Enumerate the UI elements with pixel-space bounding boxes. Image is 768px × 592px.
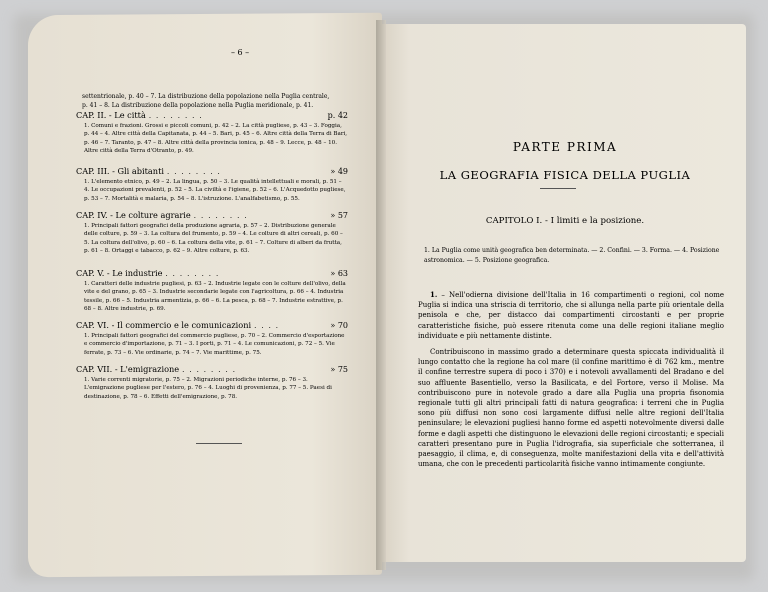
toc-chapter-title: CAP. II. - Le città: [76, 110, 146, 120]
toc-chapter-contents: 1. Principali fattori geografici della produzione agraria, p. 57 – 2. Distribuzione generale delle colture, p. 59 – 3. La coltura del frumento, p. 59 – 4. Le colture di altri cereali, p. 60 – 5. La coltura dell'olivo, p. 60 – 6. La coltura della vite, p. 61 – 7. Colture di alberi da frutta, p. 61 – 8. Ortaggi e tabacco, p. 62 – 9. Altre colture, p. 63.: [84, 223, 343, 254]
chapter-body: [418, 290, 724, 475]
toc-chapter-7: CAP. VII. - L'emigrazione ........ » 75 1. Varie correnti migratorie, p. 75 – 2. Migrazioni periodiche interne, p. 76 – 3. L'emigrazione pugliese per l'estero, p. 76 – 4. Luoghi di provenienza, p. 77 – 5. Paesi di destinazione, p. 78 – 6. Effetti dell'emigrazione, p. 78.: [76, 364, 348, 400]
left-page-number: – 6 –: [231, 48, 250, 57]
toc-end-rule: [196, 443, 242, 444]
toc-chapter-2: CAP. II. - Le città ........ p. 42 1. Comuni e frazioni. Grossi e piccoli comuni, p. 42 – 2. La città pugliese, p. 43 – 3. Foggia, p. 44 – 4. Altre città della Capitanata, p. 44 – 5. Bari, p. 45 – 6. Altre città della Terra di Bari, p. 46 – 7. Taranto, p. 47 – 8. Altre città della provincia ionica, p. 48 – 9. Lecce, p. 48 – 10. Altre città della Terra d'Otranto, p. 49.: [76, 110, 348, 154]
toc-chapter-title: CAP. VI. - Il commercio e le comunicazioni: [76, 320, 252, 330]
paragraph-1-text: – Nell'odierna divisione dell'Italia in 16 compartimenti o regioni, col nome Puglia si indica una striscia di territorio, che si allunga nella parte più orientale della penisola e che, per distacco dai compartimenti circostanti e per proprie caratteristiche fisiche, può essere ritenuta come una delle regioni italiane meglio individuate e più nettamente distinte.: [418, 291, 724, 340]
toc-chapter-contents: 1. Caratteri delle industrie pugliesi, p. 63 – 2. Industrie legate con le colture dell'olivo, della vite e del grano, p. 65 – 3. Industrie secondarie legate con l'agricoltura, p. 66 – 4. Industria tessile, p. 66 – 5. Industria armentizia, p. 66 – 6. La pesca, p. 68 – 7. Industrie estrattive, p. 68 – 8. Altre industrie, p. 69.: [84, 281, 346, 312]
toc-chapter-contents: 1. L'elemento etnico, p. 49 – 2. La lingua, p. 50 – 3. Le qualità intellettuali e morali, p. 51 – 4. Le occupazioni prevalenti, p. 52 – 5. La civiltà e l'igiene, p. 52 – 6. L'Acquedotto pugliese, p. 53 – 7. Mortalità e malaria, p. 54 – 8. L'istruzione. L'analfabetismo, p. 55.: [84, 179, 346, 202]
toc-chapter-title: CAP. VII. - L'emigrazione: [76, 364, 180, 374]
toc-chapter-3: CAP. III. - Gli abitanti ........ » 49 1. L'elemento etnico, p. 49 – 2. La lingua, p. 50 – 3. Le qualità intellettuali e morali, p. 51 – 4. Le occupazioni prevalenti, p. 52 – 5. La civiltà e l'igiene, p. 52 – 6. L'Acquedotto pugliese, p. 53 – 7. Mortalità e malaria, p. 54 – 8. L'istruzione. L'analfabetismo, p. 55.: [76, 166, 348, 202]
chapter-summary: 1. La Puglia come unità geografica ben determinata. — 2. Confini. — 3. Forma. — 4. Posizione astronomica. — 5. Posizione geografica.: [424, 247, 720, 264]
toc-chapter-contents: 1. Varie correnti migratorie, p. 75 – 2. Migrazioni periodiche interne, p. 76 – 3. L'emigrazione pugliese per l'estero, p. 76 – 4. Luoghi di provenienza, p. 77 – 5. Paesi di destinazione, p. 78 – 6. Effetti dell'emigrazione, p. 78.: [84, 377, 332, 400]
toc-chapter-title: CAP. III. - Gli abitanti: [76, 166, 164, 176]
part-label: PARTE PRIMA: [512, 140, 618, 154]
toc-chapter-page: » 49: [330, 167, 348, 176]
toc-chapter-page: » 57: [330, 211, 348, 220]
toc-intro-text: settentrionale, p. 40 – 7. La distribuzione della popolazione nella Puglia centrale, p. 41 – 8. La distribuzione della popolazione nella Puglia meridionale, p. 41.: [82, 93, 330, 109]
toc-chapter-page: » 75: [330, 365, 348, 374]
chapter-heading: CAPITOLO I. - I limiti e la posizione.: [485, 216, 645, 226]
title-rule: [540, 188, 576, 189]
paragraph-2: Contribuiscono in massimo grado a determinare questa spiccata individualità il lungo contatto che la regione ha col mare (il confine marittimo è di 762 km., mentre il confine terrestre supera di poco i 370) e i notevoli avvallamenti del Bradano e del suo affluente Basentiello, verso la Basilicata, e del Fortore, verso il Molise. Ma contribuiscono pure in notevole grado a dare alla Puglia una propria fisonomia regionale tutti gli altri principali fatti di natura geografica: i terreni che in Puglia sono più diffusi non sono cosi largamente diffusi nelle altre regioni dell'Italia peninsulare; le elevazioni pugliesi hanno forme ed aspetti notevolmente diversi dalle forme e dagli aspetti che distinguono le elevazioni delle regioni circostanti; e speciali caratteri presentano pure in Puglia l'idrografia, sia superficiale che sotterranea, il paesaggio, il clima, e, di conseguenza, molte manifestazioni della vita e dell'attività umana, che con le precedenti particolarità fisiche vanno intimamente congiunte.: [418, 348, 724, 469]
toc-chapter-contents: 1. Principali fattori geografici del commercio pugliese, p. 70 – 2. Commercio d'esportazione e commercio d'importazione, p. 71 – 3. I porti, p. 71 – 4. Le comunicazioni, p. 72 – 5. Vie ferrate, p. 73 – 6. Vie ordinarie, p. 74 – 7. Vie marittime, p. 75.: [84, 333, 345, 356]
toc-chapter-6: CAP. VI. - Il commercio e le comunicazioni .... » 70 1. Principali fattori geografici del commercio pugliese, p. 70 – 2. Commercio d'esportazione e commercio d'importazione, p. 71 – 3. I porti, p. 71 – 4. Le comunicazioni, p. 72 – 5. Vie ferrate, p. 73 – 6. Vie ordinarie, p. 74 – 7. Vie marittime, p. 75.: [76, 320, 348, 356]
paragraph-number: 1.: [430, 290, 438, 299]
toc-chapter-page: » 70: [330, 321, 348, 330]
toc-chapter-title: CAP. IV. - Le colture agrarie: [76, 210, 191, 220]
toc-chapter-title: CAP. V. - Le industrie: [76, 268, 163, 278]
toc-chapter-page: p. 42: [327, 111, 348, 120]
toc-chapter-page: » 63: [330, 269, 348, 278]
part-title: LA GEOGRAFIA FISICA DELLA PUGLIA: [439, 168, 691, 182]
toc-chapter-contents: 1. Comuni e frazioni. Grossi e piccoli comuni, p. 42 – 2. La città pugliese, p. 43 – 3. Foggia, p. 44 – 4. Altre città della Capitanata, p. 44 – 5. Bari, p. 45 – 6. Altre città della Terra di Bari, p. 46 – 7. Taranto, p. 47 – 8. Altre città della provincia ionica, p. 48 – 9. Lecce, p. 48 – 10. Altre città della Terra d'Otranto, p. 49.: [84, 123, 348, 154]
paragraph-1: [418, 290, 724, 341]
toc-chapter-4: CAP. IV. - Le colture agrarie ........ » 57 1. Principali fattori geografici della produzione agraria, p. 57 – 2. Distribuzione generale delle colture, p. 59 – 3. La coltura del frumento, p. 59 – 4. Le colture di altri cereali, p. 60 – 5. La coltura dell'olivo, p. 60 – 6. La coltura della vite, p. 61 – 7. Colture di alberi da frutta, p. 61 – 8. Ortaggi e tabacco, p. 62 – 9. Altre colture, p. 63.: [76, 210, 348, 254]
toc-chapter-5: CAP. V. - Le industrie ........ » 63 1. Caratteri delle industrie pugliesi, p. 63 – 2. Industrie legate con le colture dell'olivo, della vite e del grano, p. 65 – 3. Industrie secondarie legate con l'agricoltura, p. 66 – 4. Industria tessile, p. 66 – 5. Industria armentizia, p. 66 – 6. La pesca, p. 68 – 7. Industrie estrattive, p. 68 – 8. Altre industrie, p. 69.: [76, 268, 348, 312]
book-gutter: [376, 20, 386, 570]
